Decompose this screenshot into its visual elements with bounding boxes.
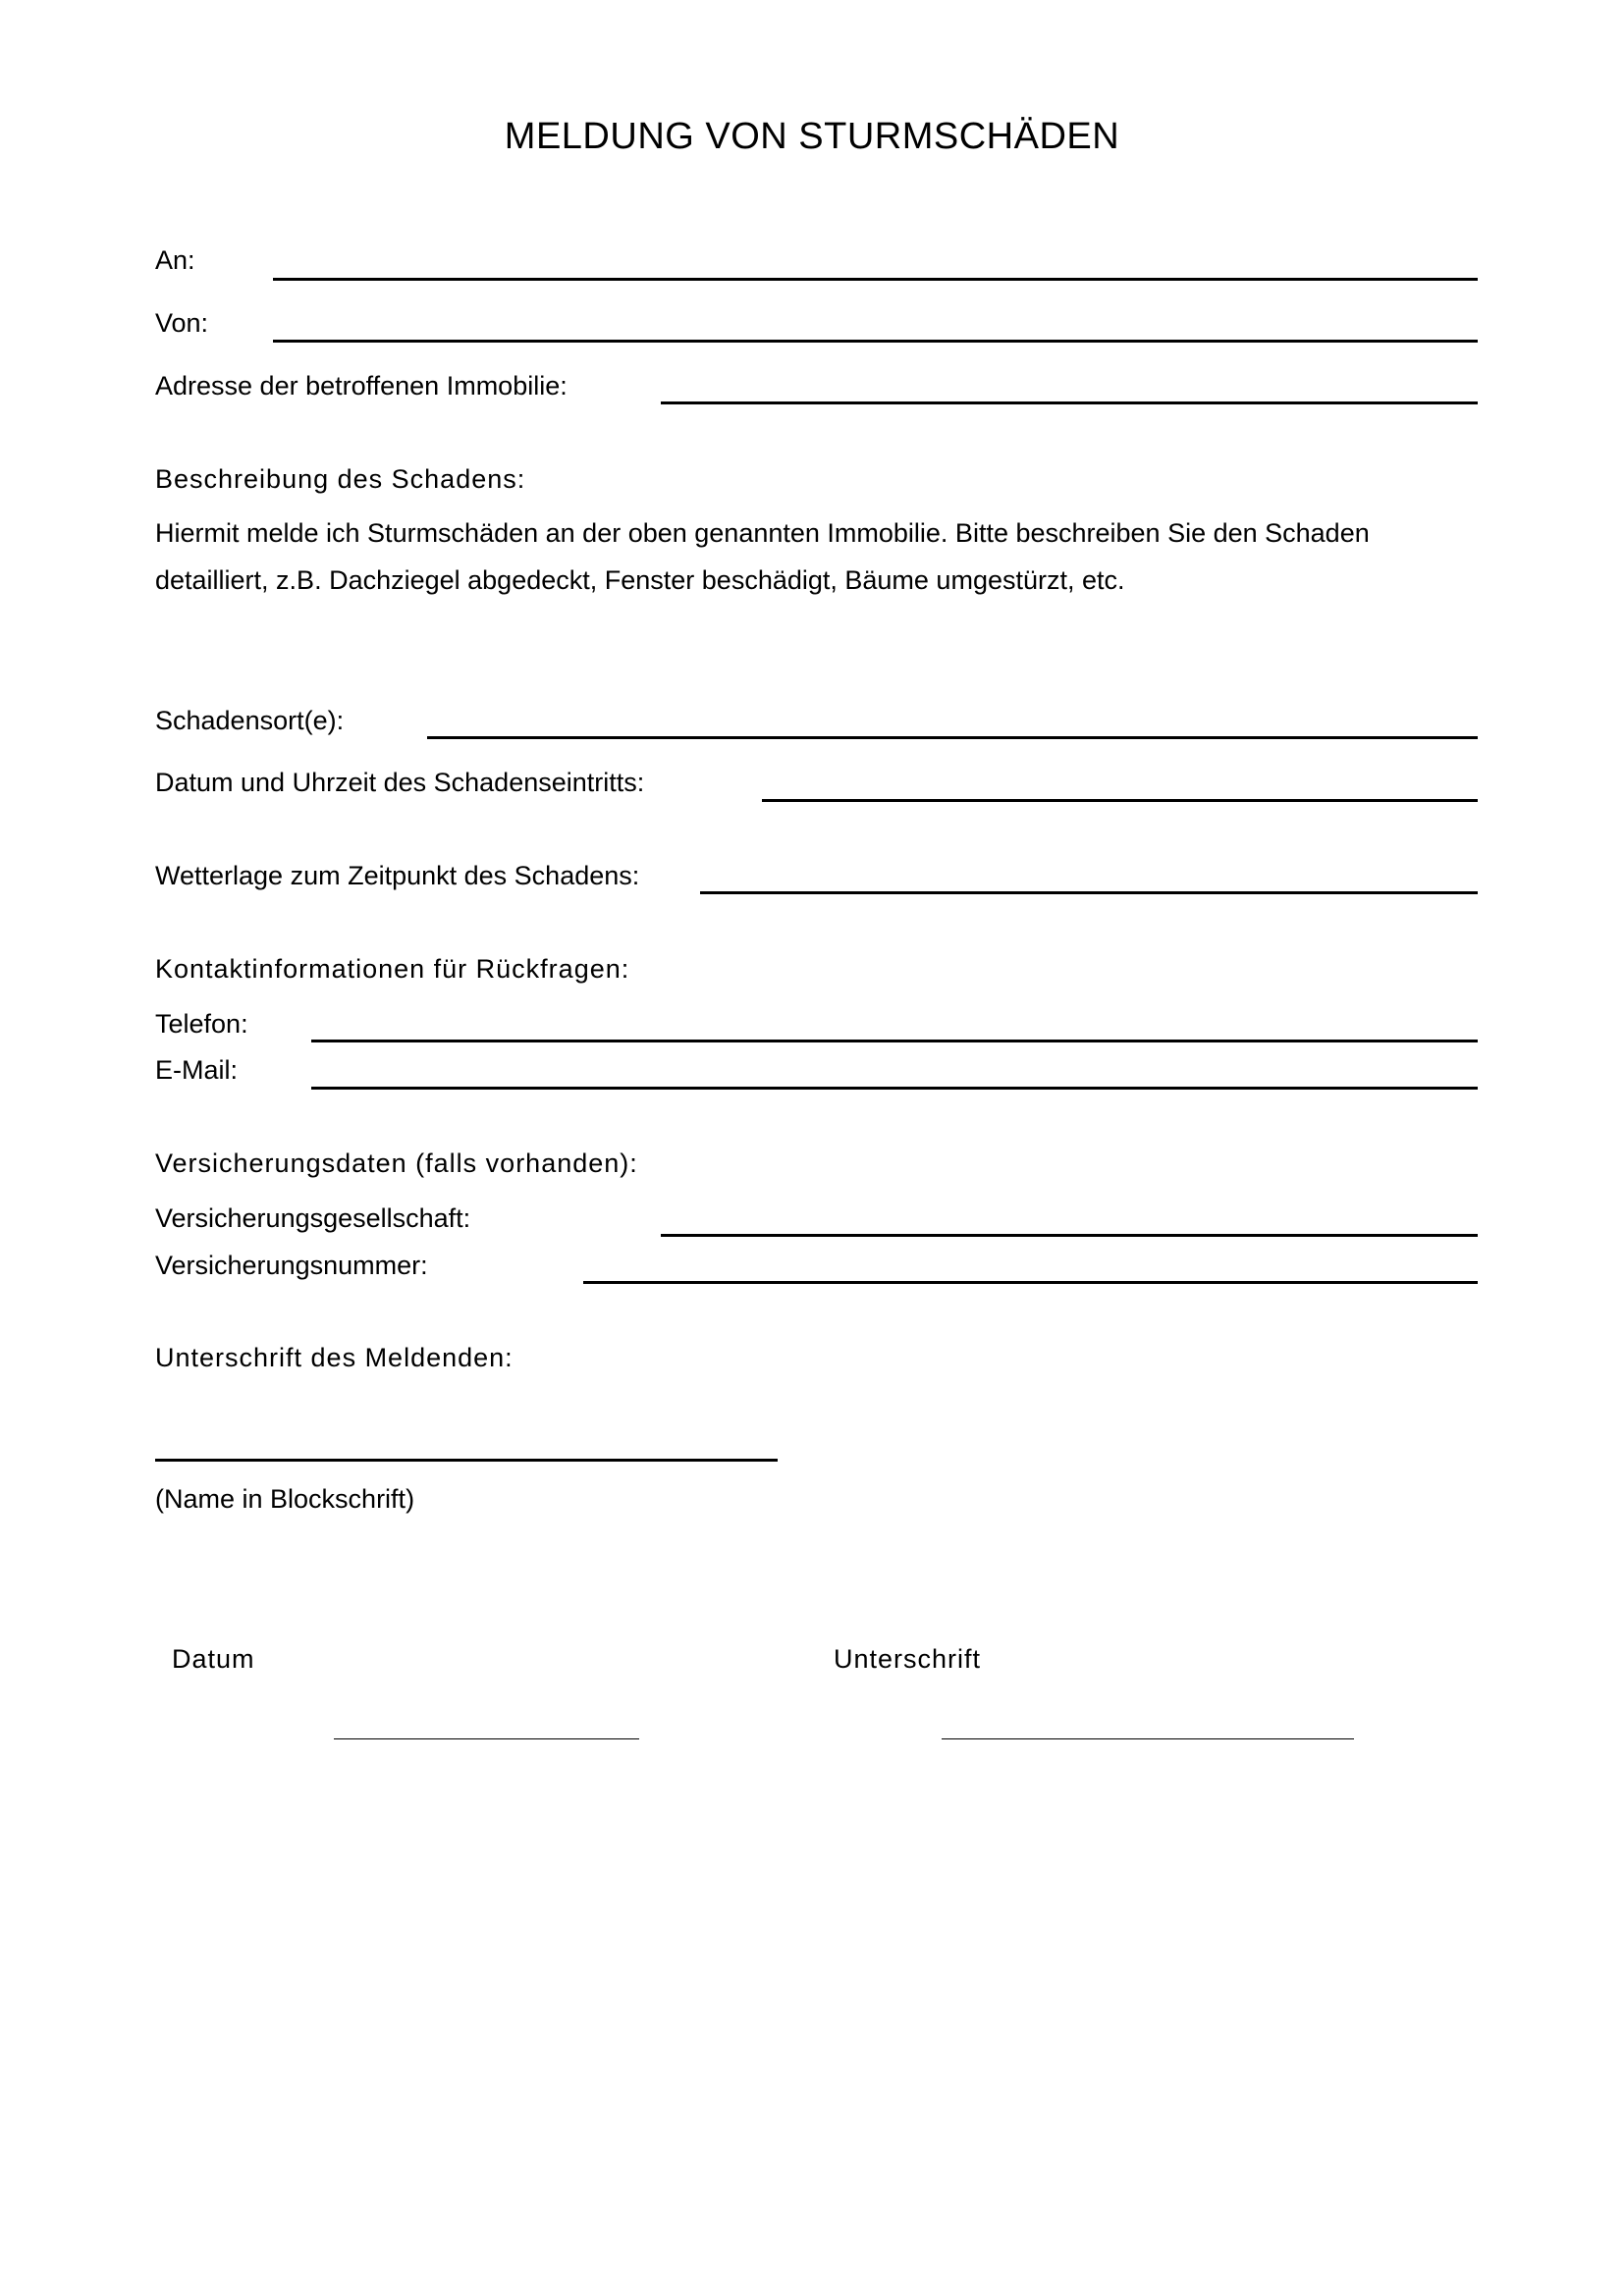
sign-field[interactable] (942, 1738, 1354, 1739)
insurance-company-label: Versicherungsgesellschaft: (155, 1203, 471, 1233)
damage-location-field[interactable] (427, 736, 1478, 739)
damage-location-label: Schadensort(e): (155, 706, 345, 735)
address-label: Adresse der betroffenen Immobilie: (155, 371, 568, 400)
phone-field[interactable] (311, 1040, 1478, 1042)
from-field[interactable] (273, 340, 1478, 343)
damage-datetime-label: Datum und Uhrzeit des Schadenseintritts: (155, 768, 645, 797)
description-text: Hiermit melde ich Sturmschäden an der oben genannten Immobilie. Bitte beschreiben Sie den Schaden detailliert, z.B. Dachziegel abgedeckt, Fenster beschädigt, Bäume umgestürzt, etc. (155, 518, 1370, 595)
email-field[interactable] (311, 1087, 1478, 1090)
from-label: Von: (155, 308, 209, 338)
signature-name-field[interactable] (155, 1459, 778, 1462)
email-label: E-Mail: (155, 1055, 239, 1085)
insurance-heading: Versicherungsdaten (falls vorhanden): (155, 1148, 638, 1178)
sign-label: Unterschrift (834, 1644, 982, 1674)
weather-label: Wetterlage zum Zeitpunkt des Schadens: (155, 861, 640, 890)
signature-heading: Unterschrift des Meldenden: (155, 1343, 514, 1372)
damage-datetime-field[interactable] (762, 799, 1478, 802)
document-title: MELDUNG VON STURMSCHÄDEN (504, 116, 1120, 157)
to-field[interactable] (273, 278, 1478, 281)
insurance-number-field[interactable] (583, 1281, 1478, 1284)
insurance-company-field[interactable] (661, 1234, 1478, 1237)
address-field[interactable] (661, 401, 1478, 404)
name-hint: (Name in Blockschrift) (155, 1484, 415, 1514)
contact-heading: Kontaktinformationen für Rückfragen: (155, 954, 630, 984)
to-label: An: (155, 245, 195, 275)
phone-label: Telefon: (155, 1009, 248, 1039)
date-field[interactable] (334, 1738, 639, 1739)
date-label: Datum (172, 1644, 255, 1674)
insurance-number-label: Versicherungsnummer: (155, 1251, 428, 1280)
description-heading: Beschreibung des Schadens: (155, 464, 526, 494)
weather-field[interactable] (700, 891, 1478, 894)
